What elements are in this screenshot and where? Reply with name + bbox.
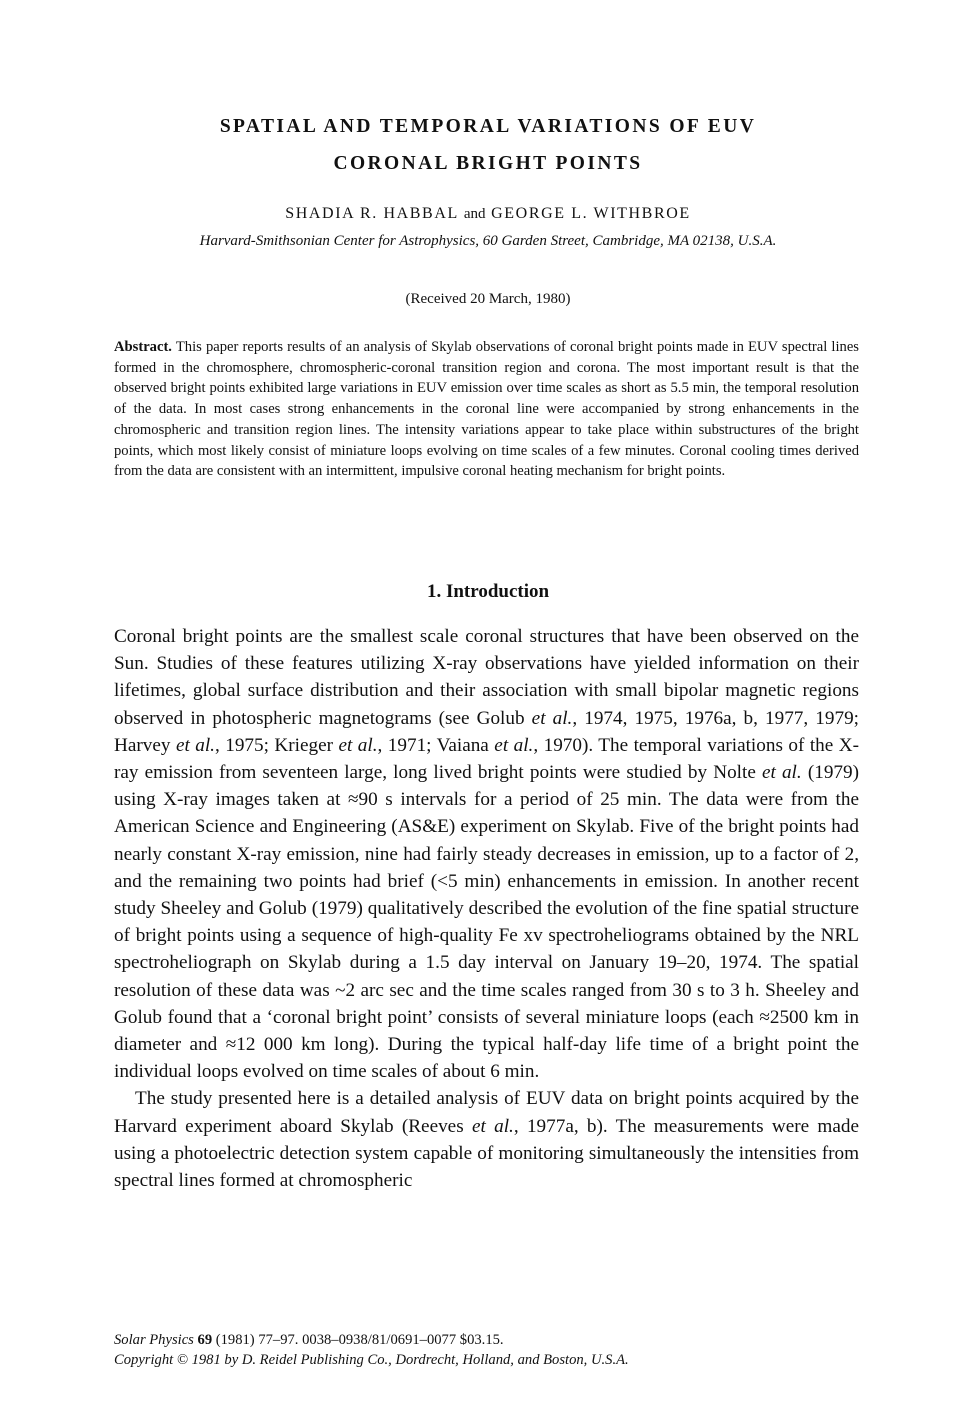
affiliation: Harvard-Smithsonian Center for Astrophysics, 60 Garden Street, Cambridge, MA 02138, U.S.A. [199,233,777,249]
abstract [114,337,859,482]
italic-run: et al. [471,1115,514,1137]
body-text [114,623,859,1194]
paragraph [114,623,859,1085]
page-footer [114,1330,874,1370]
journal-volume: 69 [197,1332,213,1348]
title-line-1: SPATIAL AND TEMPORAL VARIATIONS OF EUV [219,116,757,137]
italic-run: et al. [338,734,378,756]
paragraph [114,1085,859,1194]
journal-name: Solar Physics [114,1332,194,1348]
author-conjunction: and [463,206,486,222]
author-name: SHADIA R. HABBAL [285,205,459,222]
author-name: GEORGE L. WITHBROE [491,205,691,222]
italic-run: et al. [531,707,573,729]
italic-run: et al. [494,734,534,756]
text-run: , 1971; Vaiana [377,734,495,756]
journal-citation [114,1330,874,1350]
text-run: The study presented here is a detailed analysis of EUV data on bright points acquired by the Harvard experiment aboard Skylab (Reeves [114,1088,859,1137]
text-run: , 1970). The temporal variations of the X-ray emission from seventeen large, long lived bright points were studied by Nolte [114,734,859,784]
title-line-2: CORONAL BRIGHT POINTS [333,153,643,174]
abstract-label: Abstract. [114,339,172,355]
received-date: (Received 20 March, 1980) [405,291,571,307]
paper-title [0,108,976,182]
text-run: , 1975; Krieger [214,734,339,756]
italic-run: et al. [761,762,802,784]
citation-details: (1981) 77–97. 0038–0938/81/0691–0077 $03.15. [212,1332,504,1348]
abstract-text: This paper reports results of an analysis of Skylab observations of coronal bright points made in EUV spectral lines formed in the chromosphere, chromospheric-coronal transition region and corona. The most important result is that the observed bright points exhibited large variations in EUV emission over time scales as short as 5.5 min, the temporal resolution of the data. In most cases strong enhancements in the coronal line were accompanied by strong enhancements in the chromospheric and transition region lines. The intensity variations appear to take place within substructures of the bright points, which most likely consist of miniature loops evolving on time scales of a few minutes. Coronal cooling times derived from the data are consistent with an intermittent, impulsive coronal heating mechanism for bright points. [114,339,859,480]
section-heading: 1. Introduction [426,581,550,602]
text-run: Coronal bright points are the smallest scale coronal structures that have been observed on the Sun. Studies of these features utilizing X-ray observations have yielded information on their lifetimes, global surface distribution and their association with small bipolar magnetic regions observed in photospheric magnetograms (see Golub [114,626,859,729]
italic-run: et al. [175,734,215,756]
text-run: , 1974, 1975, 1976a, b, 1977, 1979; Harvey [114,707,859,756]
text-run: (1979) using X-ray images taken at ≈90 s intervals for a period of 25 min. The data were from the American Science and Engineering (AS&E) experiment on Skylab. Five of the bright points had nearly constant X-ray emission, nine had fairly steady decreases in emission, up to a factor of 2, and the remaining two points had brief (<5 min) enhancements in emission. In another recent study Sheeley and Golub (1979) qualitatively described the evolution of the fine spatial structure of bright points using a sequence of high-quality Fe xv spectroheliograms obtained by the NRL spectroheliograph on Skylab during a 1.5 day interval on January 19–20, 1974. The spatial resolution of these data was ~2 arc sec and the time scales ranged from 30 s to 3 h. Sheeley and Golub found that a ‘coronal bright point’ consists of several miniature loops (each ≈2500 km in diameter and ≈12 000 km long). During the typical half-day life time of a bright point the individual loops evolved on time scales of about 6 min. [114,762,859,1083]
author-list [0,204,976,224]
text-run: , 1977a, b). The measurements were made using a photoelectric detection system capable of monitoring simultaneously the intensities from spectral lines formed at chromospheric [114,1115,859,1192]
copyright-notice: Copyright © 1981 by D. Reidel Publishing Co., Dordrecht, Holland, and Boston, U.S.A. [114,1352,629,1368]
